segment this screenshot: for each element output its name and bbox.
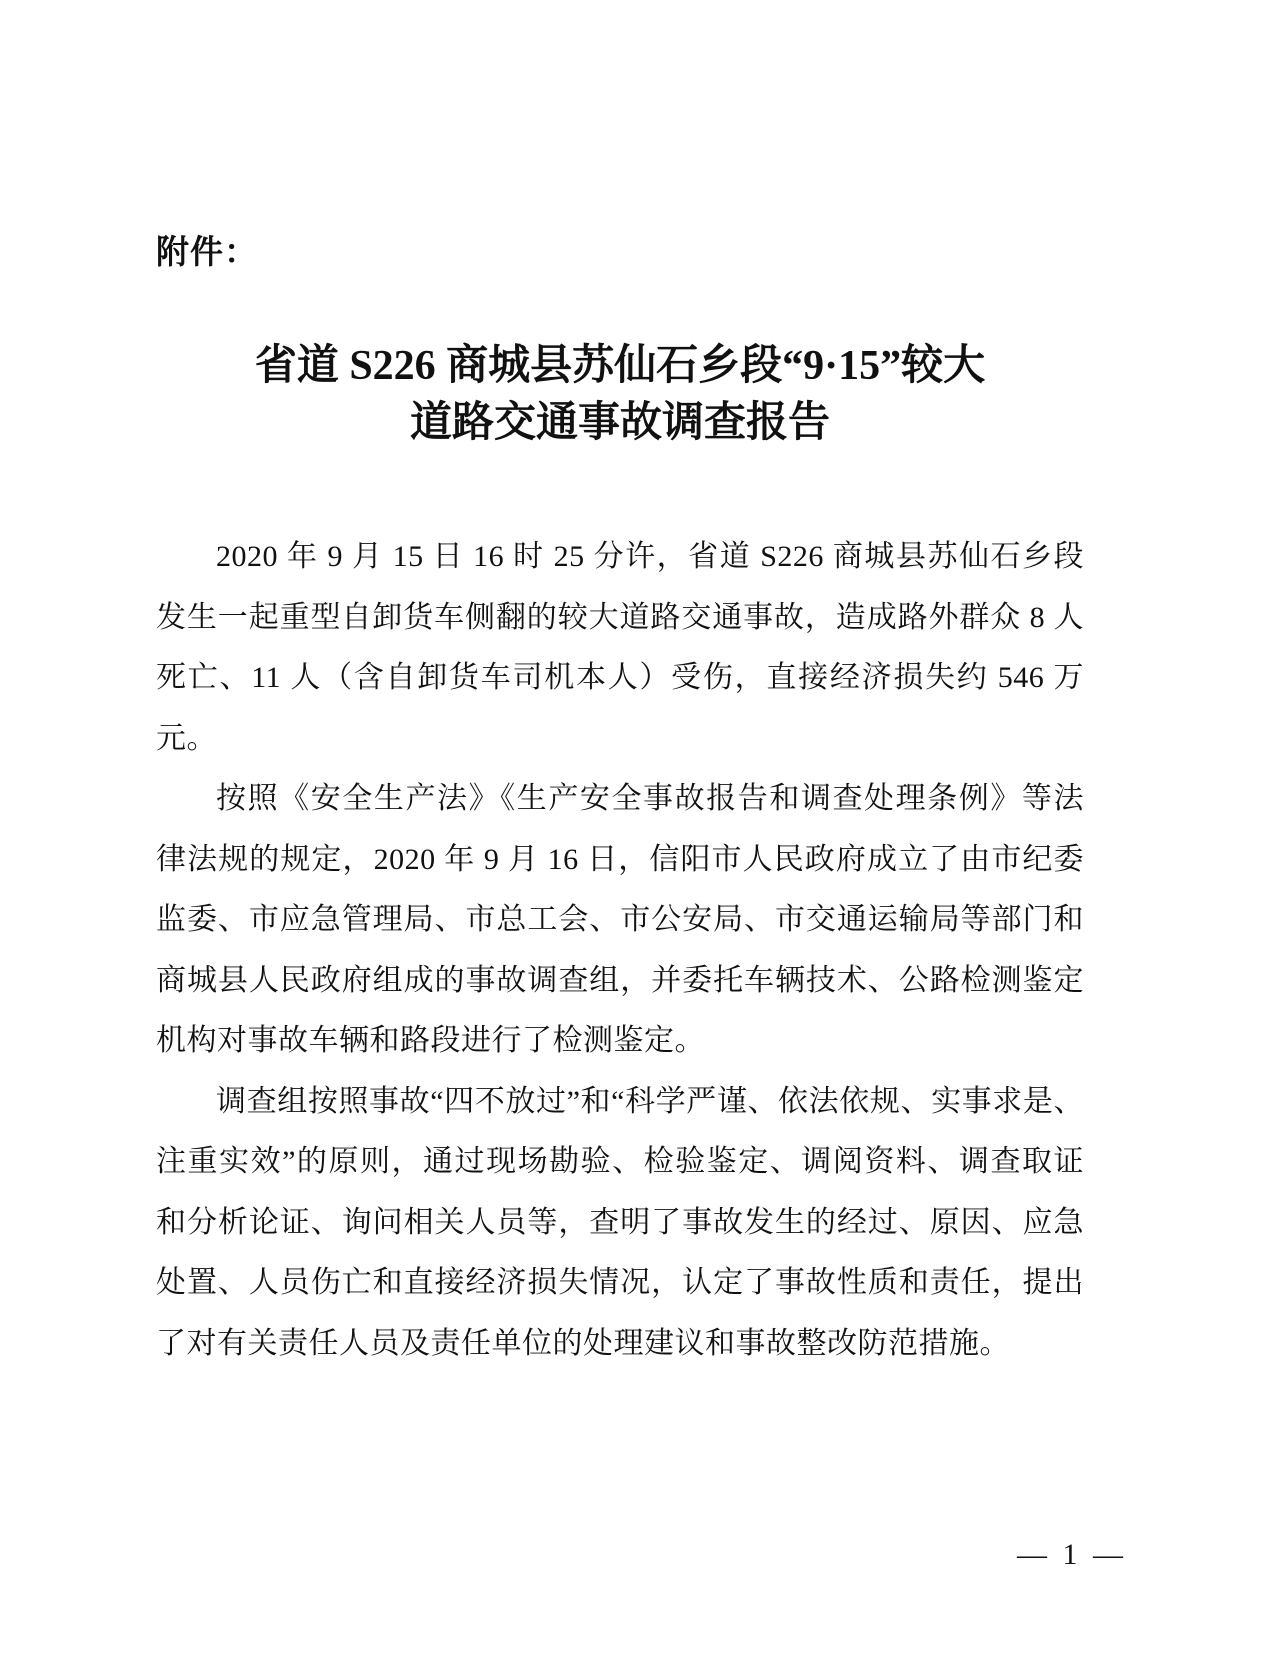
title-line-2: 道路交通事故调查报告 [409,400,830,446]
document-title [156,338,1084,452]
paragraph-investigation-team: 按照《安全生产法》《生产安全事故报告和调查处理条例》等法律法规的规定，2020 年 9 月 16 日，信阳市人民政府成立了由市纪委监委、市应急管理局、市总工会、市公安局、市交通运输局等部门和商城县人民政府组成的事故调查组，并委托车辆技术、公路检测鉴定机构对事故车辆和路段进行了检测鉴定。 [156,782,1084,1057]
paragraph-investigation-principles: 调查组按照事故“四不放过”和“科学严谨、依法依规、实事求是、注重实效”的原则，通过现场勘验、检验鉴定、调阅资料、调查取证和分析论证、询问相关人员等，查明了事故发生的经过、原因、应急处置、人员伤亡和直接经济损失情况，认定了事故性质和责任，提出了对有关责任人员及责任单位的处理建议和事故整改防范措施。 [156,1084,1084,1360]
document-body [156,527,1084,1374]
page-number: — 1 — [1017,1538,1127,1571]
attachment-label: 附件： [156,233,258,270]
paragraph-accident-summary: 2020 年 9 月 15 日 16 时 25 分许，省道 S226 商城县苏仙石乡段发生一起重型自卸货车侧翻的较大道路交通事故，造成路外群众 8 人死亡、11 人（含自卸货车司机本人）受伤，直接经济损失约 546 万元。 [156,540,1084,755]
title-line-1: 省道 S226 商城县苏仙石乡段“9·15”较大 [254,343,986,389]
